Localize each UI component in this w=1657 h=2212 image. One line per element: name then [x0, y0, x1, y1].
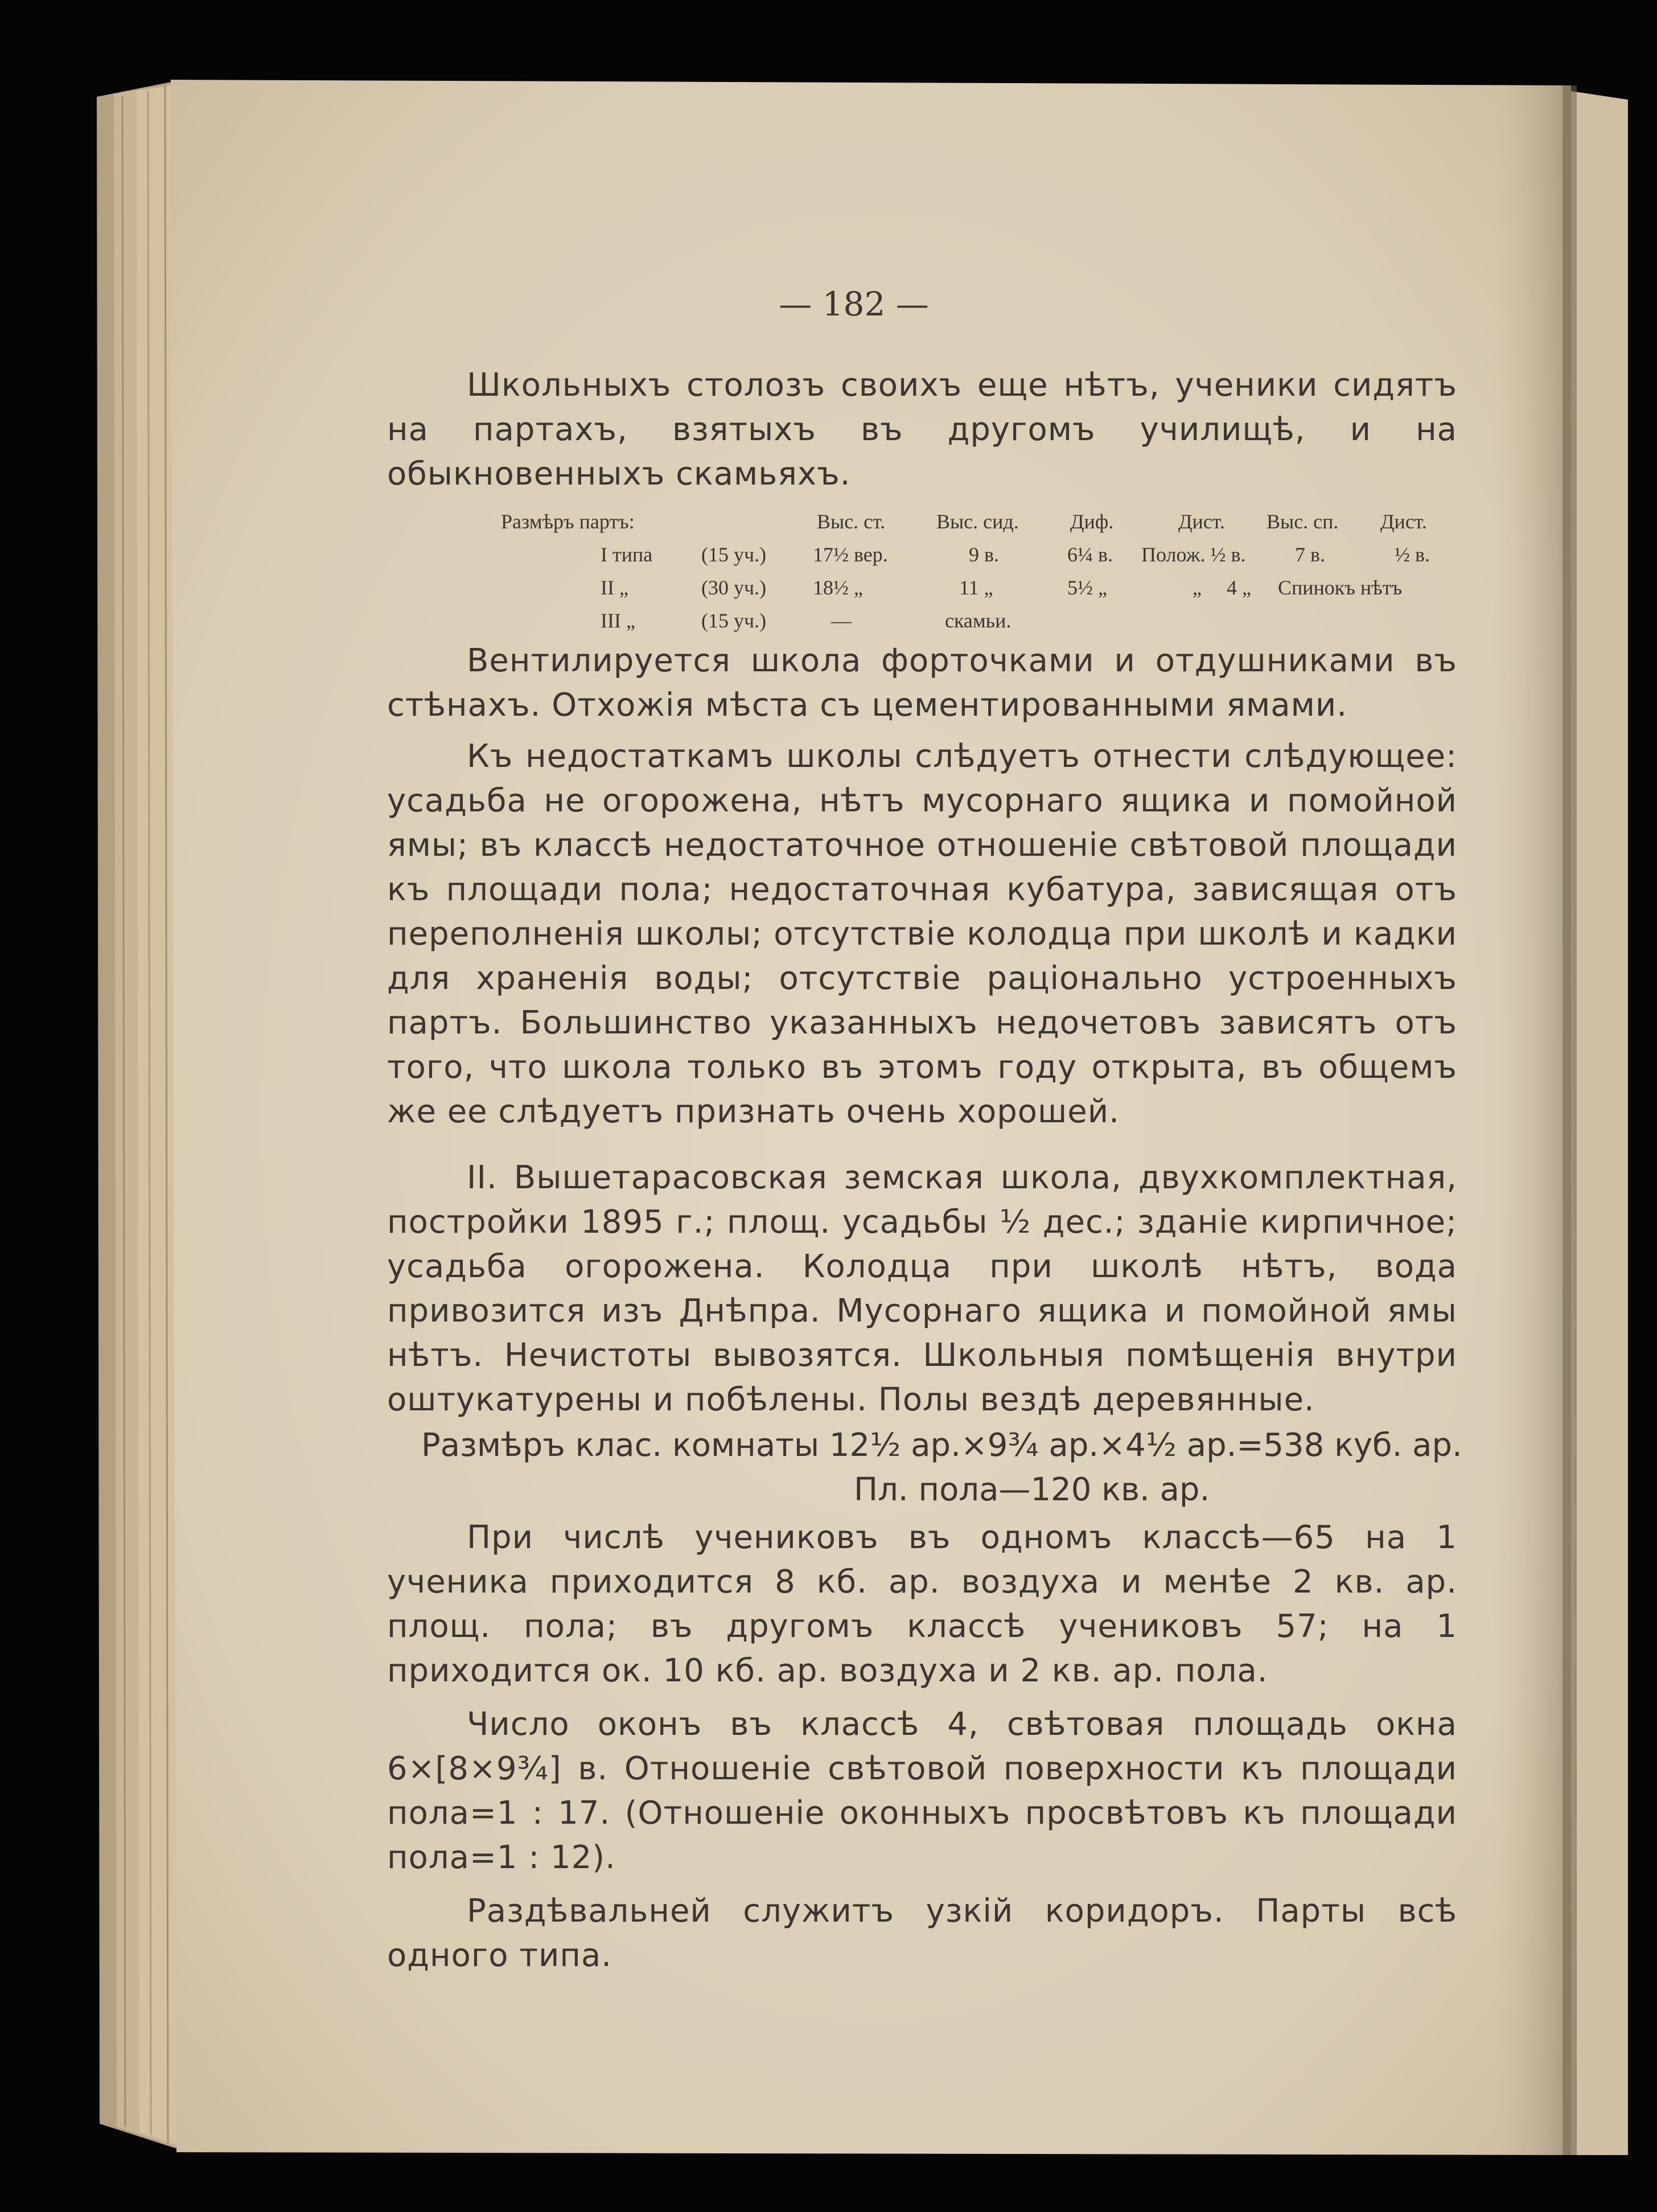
table-cell: Полож. ½ в. [1141, 543, 1246, 566]
paragraph-3: Къ недостаткамъ школы слѣдуетъ отнести слѣдующее: усадьба не огорожена, нѣтъ мусорнаго ящика и помойной ямы; въ классѣ недостаточное отношеніе свѣтовой площади къ площади пола; недостаточная кубатура, зависящая отъ переполненія школы; отсутствіе колодца при школѣ и кадки для храненія воды; отсутствіе раціонально устроенныхъ партъ. Большинство указанныхъ недочетовъ зависятъ отъ того, что школа только въ этомъ году открыта, въ общемъ же ее слѣдуетъ признать очень хорошей. [387, 738, 1457, 1130]
col-header: Выс. сид. [936, 510, 1019, 533]
table-cell: II „ [601, 576, 628, 599]
table-cell: 5½ „ [1067, 576, 1107, 599]
table-cell: 9 в. [969, 543, 999, 566]
page-number: — 182 — [779, 285, 929, 323]
paragraph-7: Раздѣвальней служитъ узкій коридоръ. Парты всѣ одного типа. [387, 1893, 1457, 1974]
table-cell: ½ в. [1395, 543, 1430, 566]
table-cell: 4 „ [1227, 576, 1251, 599]
table-cell: III „ [601, 609, 635, 632]
col-header: Дист. [1380, 510, 1427, 533]
paragraph-1: Школьныхъ столозъ своихъ еще нѣтъ, ученики сидятъ на партахъ, взятыхъ въ другомъ училищѣ, и на обыкновенныхъ скамьяхъ. [387, 367, 1457, 493]
table-cell: „ [1193, 576, 1202, 599]
table-label: Размѣръ партъ: [501, 510, 635, 533]
table-cell: (15 уч.) [701, 543, 767, 566]
paragraph-2: Вентилируется школа форточками и отдушниками въ стѣнахъ. Отхожія мѣста съ цементированными ямами. [387, 642, 1457, 724]
paragraph-5: При числѣ учениковъ въ одномъ классѣ—65 на 1 ученика приходится 8 кб. ар. воздуха и менѣе 2 кв. ар. площ. пола; въ другомъ классѣ учениковъ 57; на 1 приходится ок. 10 кб. ар. воздуха и 2 кв. ар. пола. [387, 1519, 1457, 1689]
table-cell: 18½ „ [813, 576, 863, 599]
table-cell: скамьи. [945, 609, 1012, 632]
col-header: Диф. [1070, 510, 1114, 533]
paragraph-4: II. Вышетарасовская земская школа, двухкомплектная, постройки 1895 г.; площ. усадьбы ½ дес.; зданіе кирпичное; усадьба огорожена. Колодца при школѣ нѣтъ, вода привозится изъ Днѣпра. Мусорнаго ящика и помойной ямы нѣтъ. Нечистоты вывозятся. Школьныя помѣщенія внутри оштукатурены и побѣлены. Полы вездѣ деревянные. [387, 1159, 1457, 1418]
table-cell: (15 уч.) [701, 609, 767, 632]
table-cell: (30 уч.) [701, 576, 767, 599]
col-header: Дист. [1178, 510, 1225, 533]
table-cell: — [831, 609, 852, 632]
table-cell: 7 в. [1295, 543, 1325, 566]
table-cell: Спинокъ нѣтъ [1278, 576, 1403, 599]
col-header: Выс. ст. [817, 510, 886, 533]
floor-area-line: Пл. пола—120 кв. ар. [854, 1471, 1210, 1508]
table-cell: 11 „ [959, 576, 993, 599]
table-cell: 17½ вер. [813, 543, 888, 566]
room-size-line: Размѣръ клас. комнаты 12½ ар.×9¾ ар.×4½ ар.=538 куб. ар. [421, 1427, 1462, 1464]
facing-page-edge [1571, 91, 1628, 2155]
table-cell: I типа [601, 543, 653, 566]
paragraph-6: Число оконъ въ классѣ 4, свѣтовая площадь окна 6×[8×9¾] в. Отношеніе свѣтовой поверхности къ площади пола=1 : 17. (Отношеніе оконныхъ просвѣтовъ къ площади пола=1 : 12). [387, 1706, 1457, 1876]
table-cell: 6¼ в. [1067, 543, 1113, 566]
col-header: Выс. сп. [1267, 510, 1339, 533]
